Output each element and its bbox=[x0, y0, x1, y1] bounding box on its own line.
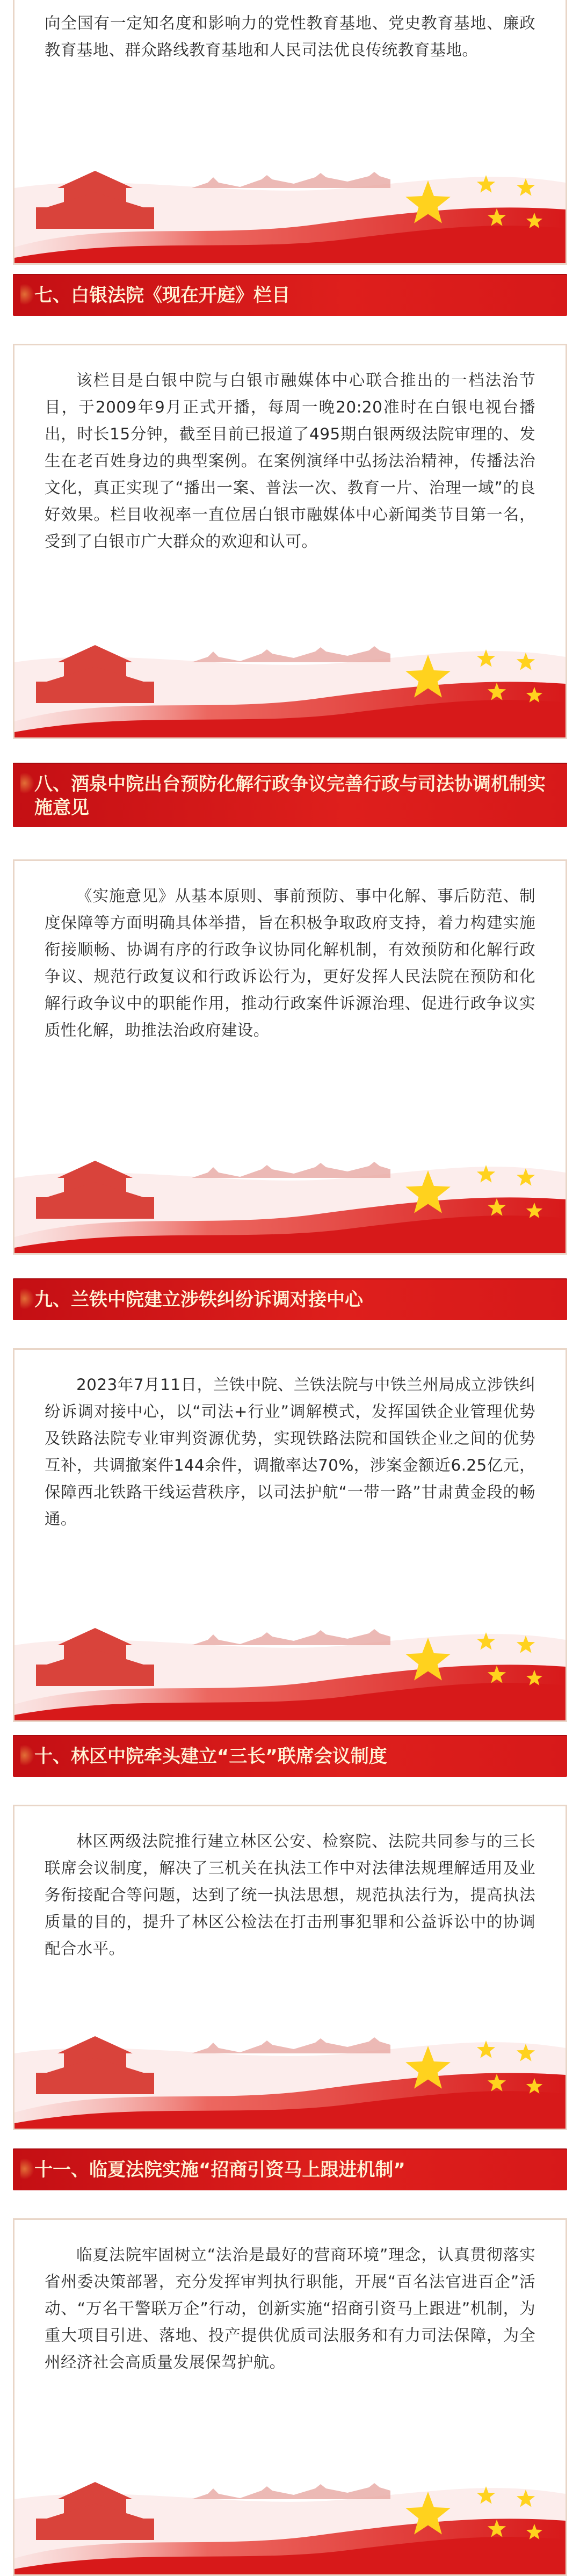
section-header-9 bbox=[13, 1278, 567, 1320]
decorative-banner bbox=[15, 598, 566, 737]
great-wall bbox=[192, 1629, 390, 1645]
great-wall bbox=[192, 646, 390, 662]
decorative-banner bbox=[15, 1581, 566, 1720]
section-body: 该栏目是白银中院与白银市融媒体中心联合推出的一档法治节目，于2009年9月正式开播，每周一晚20:20准时在白银电视台播出，时长15分钟，截至目前已报道了495期白银两级法院审理的、发生在老百姓身边的典型案例。在案例演绎中弘扬法治精神，传播法治文化，真正实现了“播出一案、普法一次、教育一片、治理一域”的良好效果。栏目收视率一直位居白银市融媒体中心新闻类节目第一名，受到了白银市广大群众的欢迎和认可。 bbox=[45, 371, 535, 551]
decorative-banner bbox=[15, 1989, 566, 2129]
section-body: 2023年7月11日，兰铁中院、兰铁法院与中铁兰州局成立涉铁纠纷诉调对接中心，以“司法+行业”调解模式，发挥国铁企业管理优势及铁路法院专业审判资源优势，实现铁路法院和国铁企业之间的优势互补，共调撤案件144余件，调撤率达70%，涉案金额近6.25亿元，保障西北铁路干线运营秩序，以司法护航“一带一路”甘肃黄金段的畅通。 bbox=[45, 1376, 535, 1528]
section-body: 林区两级法院推行建立林区公安、检察院、法院共同参与的三长联席会议制度，解决了三机关在执法工作中对法律法规理解适用及业务衔接配合等问题，达到了统一执法思想，规范执法行为，提高执法质量的目的，提升了林区公检法在打击刑事犯罪和公益诉讼中的协调配合水平。 bbox=[45, 1832, 535, 1958]
intro-card bbox=[13, 0, 567, 265]
section-title: 七、白银法院《现在开庭》栏目 bbox=[34, 285, 290, 306]
section-header-11 bbox=[13, 2148, 567, 2190]
section-header-8 bbox=[13, 763, 567, 827]
intro-text: 向全国有一定知名度和影响力的党性教育基地、党史教育基地、廉政教育基地、群众路线教育基地和人民司法优良传统教育基地。 bbox=[45, 14, 535, 59]
decorative-banner bbox=[15, 124, 566, 263]
section-card-10 bbox=[13, 1805, 567, 2130]
swoosh-icon bbox=[20, 1745, 34, 1766]
section-card-8 bbox=[13, 859, 567, 1255]
great-wall bbox=[192, 2037, 390, 2053]
section-card-7 bbox=[13, 344, 567, 739]
decorative-banner bbox=[15, 1113, 566, 1253]
section-header-7 bbox=[13, 274, 567, 316]
section-body: 临夏法院牢固树立“法治是最好的营商环境”理念，认真贯彻落实省州委决策部署，充分发挥审判执行职能，开展“百名法官进百企”活动、“万名干警联万企”行动，创新实施“招商引资马上跟进”机制，为重大项目引进、落地、投产提供优质司法服务和有力司法保障，为全州经济社会高质量发展保驾护航。 bbox=[45, 2246, 535, 2371]
section-header-10 bbox=[13, 1735, 567, 1777]
section-card-9 bbox=[13, 1348, 567, 1722]
swoosh-icon bbox=[20, 2158, 34, 2180]
swoosh-icon bbox=[20, 1288, 34, 1309]
decorative-banner bbox=[15, 2435, 566, 2574]
section-title: 八、酒泉中院出台预防化解行政争议完善行政与司法协调机制实施意见 bbox=[34, 773, 546, 819]
great-wall bbox=[192, 2483, 390, 2499]
section-title: 十一、临夏法院实施“招商引资马上跟进机制” bbox=[34, 2159, 405, 2181]
swoosh-icon bbox=[20, 284, 34, 305]
section-title: 十、林区中院牵头建立“三长”联席会议制度 bbox=[34, 1746, 387, 1767]
section-title: 九、兰铁中院建立涉铁纠纷诉调对接中心 bbox=[34, 1289, 363, 1311]
swoosh-icon bbox=[20, 772, 34, 794]
great-wall bbox=[192, 172, 390, 188]
section-body: 《实施意见》从基本原则、事前预防、事中化解、事后防范、制度保障等方面明确具体举措，旨在积极争取政府支持，着力构建实施衔接顺畅、协调有序的行政争议协同化解机制，有效预防和化解行政争议、规范行政复议和行政诉讼行为，更好发挥人民法院在预防和化解行政争议中的职能作用，推动行政案件诉源治理、促进行政争议实质性化解，助推法治政府建设。 bbox=[45, 887, 535, 1039]
section-card-11 bbox=[13, 2218, 567, 2576]
great-wall bbox=[192, 1162, 390, 1178]
